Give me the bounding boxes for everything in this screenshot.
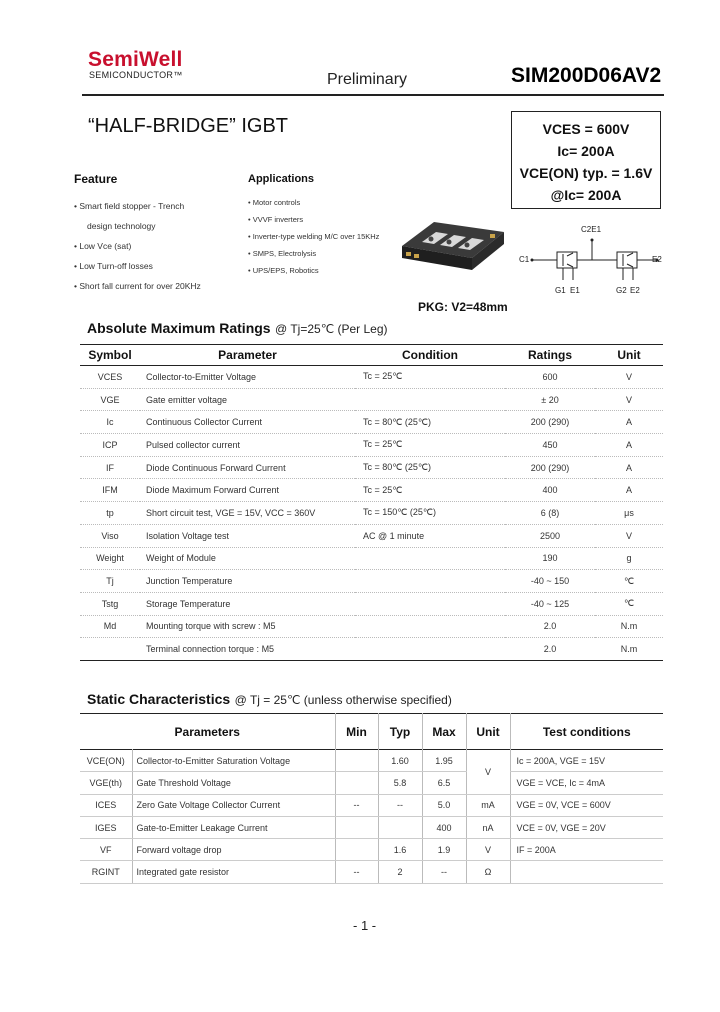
spec-ic: Ic= 200A bbox=[557, 143, 615, 159]
cell-rating: -40 ~ 125 bbox=[530, 598, 570, 609]
cell-parameter: Junction Temperature bbox=[146, 576, 233, 587]
table-header-row bbox=[80, 345, 663, 366]
cell-min bbox=[335, 750, 378, 772]
list-item: • Low Turn-off losses bbox=[74, 261, 153, 271]
cell-symbol bbox=[80, 638, 140, 661]
cell-symbol: Viso bbox=[101, 530, 119, 541]
table-row bbox=[80, 366, 663, 389]
cell-parameter: Gate emitter voltage bbox=[146, 394, 228, 405]
list-item: • Inverter-type welding M/C over 15KHz bbox=[248, 232, 380, 241]
cell-unit: N.m bbox=[620, 644, 638, 655]
cell-condition: Tc = 25℃ bbox=[363, 371, 403, 382]
cell-parameter: Short circuit test, VGE = 15V, VCC = 360V bbox=[146, 507, 316, 518]
cell-rating: 190 bbox=[542, 553, 558, 564]
table-row bbox=[80, 592, 663, 615]
cell-unit: A bbox=[625, 462, 632, 473]
col-header: Min bbox=[335, 714, 378, 750]
static-condition: @ Tj = 25℃ (unless otherwise specified) bbox=[234, 693, 452, 707]
cell-parameter: Forward voltage drop bbox=[132, 839, 335, 861]
cell-rating: ± 20 bbox=[541, 394, 559, 405]
cell-condition bbox=[355, 547, 505, 570]
cell-symbol: Tj bbox=[106, 576, 114, 587]
cell-rating: 2.0 bbox=[543, 644, 557, 655]
table-row bbox=[80, 638, 663, 661]
table-row bbox=[80, 794, 663, 816]
abs-max-title: Absolute Maximum Ratings bbox=[87, 320, 271, 336]
cell-test-condition: Ic = 200A, VGE = 15V bbox=[510, 750, 663, 772]
col-header: Condition bbox=[402, 348, 458, 362]
page-title: “HALF-BRIDGE” IGBT bbox=[88, 115, 289, 137]
col-header: Typ bbox=[378, 714, 422, 750]
cell-typ: 5.8 bbox=[378, 772, 422, 794]
cell-max: 6.5 bbox=[422, 772, 466, 794]
cell-max: -- bbox=[422, 861, 466, 883]
cell-typ: 2 bbox=[378, 861, 422, 883]
label-e2-right: E2 bbox=[652, 255, 662, 264]
cell-symbol: IGES bbox=[80, 816, 132, 838]
cell-rating: 200 (290) bbox=[530, 417, 570, 428]
cell-unit: ℃ bbox=[623, 575, 635, 586]
col-header: Test conditions bbox=[510, 714, 663, 750]
cell-rating: 450 bbox=[542, 439, 558, 450]
cell-rating: -40 ~ 150 bbox=[530, 576, 570, 587]
label-c2e1: C2E1 bbox=[581, 225, 602, 234]
cell-rating: 600 bbox=[542, 371, 558, 382]
static-title: Static Characteristics bbox=[87, 691, 231, 707]
cell-test-condition: VGE = VCE, Ic = 4mA bbox=[510, 772, 663, 794]
list-item: • SMPS, Electrolysis bbox=[248, 249, 317, 258]
cell-rating: 2.0 bbox=[543, 621, 557, 632]
cell-parameter: Diode Maximum Forward Current bbox=[146, 485, 280, 496]
cell-unit: V bbox=[466, 750, 510, 795]
cell-min: -- bbox=[335, 861, 378, 883]
feature-heading: Feature bbox=[74, 172, 118, 186]
label-g1: G1 bbox=[555, 286, 566, 295]
table-row bbox=[80, 839, 663, 861]
cell-test-condition: VCE = 0V, VGE = 20V bbox=[510, 816, 663, 838]
cell-symbol: IFM bbox=[102, 485, 118, 496]
cell-condition: Tc = 150℃ (25℃) bbox=[363, 507, 436, 518]
cell-parameter: Isolation Voltage test bbox=[146, 530, 230, 541]
spec-ic-cond: @Ic= 200A bbox=[550, 187, 622, 203]
cell-unit: N.m bbox=[620, 621, 638, 632]
cell-unit: mA bbox=[466, 794, 510, 816]
cell-condition bbox=[355, 592, 505, 615]
label-e2-bottom: E2 bbox=[630, 286, 640, 295]
cell-parameter: Terminal connection torque : M5 bbox=[146, 644, 275, 655]
cell-symbol: VCES bbox=[97, 371, 123, 382]
package-label: PKG: V2=48mm bbox=[418, 300, 508, 314]
cell-parameter: Collector-to-Emitter Voltage bbox=[146, 371, 257, 382]
cell-parameter: Integrated gate resistor bbox=[132, 861, 335, 883]
cell-rating: 6 (8) bbox=[540, 507, 560, 518]
cell-unit: V bbox=[625, 530, 632, 541]
cell-symbol: IF bbox=[106, 462, 114, 473]
cell-test-condition: VGE = 0V, VCE = 600V bbox=[510, 794, 663, 816]
cell-parameter: Pulsed collector current bbox=[146, 439, 241, 450]
cell-rating: 400 bbox=[542, 485, 558, 496]
abs-max-table bbox=[80, 344, 663, 661]
list-item: design technology bbox=[87, 221, 156, 231]
table-row bbox=[80, 388, 663, 411]
cell-test-condition bbox=[510, 861, 663, 883]
applications-list bbox=[248, 194, 379, 279]
col-header: Unit bbox=[617, 348, 641, 362]
cell-symbol: VGE(th) bbox=[80, 772, 132, 794]
spec-vces: VCES = 600V bbox=[542, 121, 630, 137]
cell-rating: 2500 bbox=[539, 530, 561, 541]
cell-symbol: Weight bbox=[96, 553, 124, 564]
cell-typ: 1.60 bbox=[378, 750, 422, 772]
abs-max-condition: @ Tj=25℃ (Per Leg) bbox=[275, 322, 388, 336]
cell-unit: ℃ bbox=[623, 598, 635, 609]
cell-max: 1.9 bbox=[422, 839, 466, 861]
cell-min: -- bbox=[335, 794, 378, 816]
company-logo-subtitle: SEMICONDUCTOR™ bbox=[89, 70, 183, 80]
cell-unit: g bbox=[626, 553, 632, 564]
list-item: • Smart field stopper - Trench bbox=[74, 201, 185, 211]
cell-unit: nA bbox=[466, 816, 510, 838]
cell-min bbox=[335, 839, 378, 861]
list-item: • Short fall current for over 20KHz bbox=[74, 281, 201, 291]
cell-symbol: ICES bbox=[80, 794, 132, 816]
cell-unit: μs bbox=[624, 507, 634, 518]
cell-rating: 200 (290) bbox=[530, 462, 570, 473]
table-header-row bbox=[80, 714, 663, 750]
cell-condition: Tc = 80℃ (25℃) bbox=[363, 416, 431, 427]
cell-unit: A bbox=[625, 417, 632, 428]
col-header: Parameters bbox=[174, 724, 240, 739]
label-c1: C1 bbox=[519, 255, 530, 264]
table-row bbox=[80, 547, 663, 570]
table-row bbox=[80, 816, 663, 838]
list-item: • Motor controls bbox=[248, 198, 301, 207]
cell-min bbox=[335, 816, 378, 838]
col-header: Symbol bbox=[88, 348, 132, 362]
spec-vce-on: VCE(ON) typ. = 1.6V bbox=[519, 165, 653, 181]
feature-list bbox=[74, 196, 201, 296]
cell-typ: -- bbox=[378, 794, 422, 816]
list-item: • UPS/EPS, Robotics bbox=[248, 266, 319, 275]
cell-symbol: Tstg bbox=[101, 598, 119, 609]
cell-condition: AC @ 1 minute bbox=[363, 530, 425, 541]
cell-parameter: Weight of Module bbox=[146, 553, 216, 564]
cell-typ: 1.6 bbox=[378, 839, 422, 861]
cell-symbol: Ic bbox=[106, 417, 114, 428]
table-row bbox=[80, 434, 663, 457]
cell-parameter: Storage Temperature bbox=[146, 598, 231, 609]
table-row bbox=[80, 502, 663, 525]
table-row bbox=[80, 411, 663, 434]
part-number: SIM200D06AV2 bbox=[511, 64, 662, 87]
cell-condition: Tc = 25℃ bbox=[363, 484, 403, 495]
document-status: Preliminary bbox=[327, 71, 408, 88]
cell-parameter: Gate-to-Emitter Leakage Current bbox=[132, 816, 335, 838]
cell-min bbox=[335, 772, 378, 794]
company-logo: SemiWell bbox=[88, 48, 183, 71]
label-e1: E1 bbox=[570, 286, 580, 295]
cell-parameter: Zero Gate Voltage Collector Current bbox=[132, 794, 335, 816]
applications-heading: Applications bbox=[248, 173, 315, 185]
cell-condition: Tc = 25℃ bbox=[363, 439, 403, 450]
cell-unit: Ω bbox=[466, 861, 510, 883]
cell-symbol: ICP bbox=[102, 439, 118, 450]
cell-condition bbox=[355, 615, 505, 638]
cell-unit: A bbox=[625, 439, 632, 450]
cell-max: 400 bbox=[422, 816, 466, 838]
cell-condition bbox=[355, 388, 505, 411]
cell-symbol: VF bbox=[80, 839, 132, 861]
cell-unit: A bbox=[625, 485, 632, 496]
cell-max: 5.0 bbox=[422, 794, 466, 816]
cell-symbol: VCE(ON) bbox=[80, 750, 132, 772]
list-item: • VVVF inverters bbox=[248, 215, 304, 224]
table-row bbox=[80, 750, 663, 772]
static-characteristics-table bbox=[80, 713, 663, 884]
list-item: • Low Vce (sat) bbox=[74, 241, 132, 251]
cell-condition: Tc = 80℃ (25℃) bbox=[363, 462, 431, 473]
table-row bbox=[80, 524, 663, 547]
abs-max-section-title bbox=[87, 320, 388, 338]
cell-condition bbox=[355, 570, 505, 593]
table-row bbox=[80, 615, 663, 638]
cell-test-condition: IF = 200A bbox=[510, 839, 663, 861]
page-number: - 1 - bbox=[353, 918, 377, 933]
key-specs-box bbox=[511, 111, 661, 209]
col-header: Unit bbox=[466, 714, 510, 750]
cell-parameter: Mounting torque with screw : M5 bbox=[146, 621, 276, 632]
cell-typ bbox=[378, 816, 422, 838]
cell-symbol: Md bbox=[103, 621, 117, 632]
cell-max: 1.95 bbox=[422, 750, 466, 772]
col-header: Parameter bbox=[218, 348, 277, 362]
module-image bbox=[392, 208, 512, 278]
table-row bbox=[80, 861, 663, 883]
cell-symbol: VGE bbox=[100, 394, 120, 405]
cell-parameter: Diode Continuous Forward Current bbox=[146, 462, 286, 473]
table-row bbox=[80, 570, 663, 593]
header-divider bbox=[82, 94, 664, 96]
cell-unit: V bbox=[466, 839, 510, 861]
table-row bbox=[80, 772, 663, 794]
cell-condition bbox=[355, 638, 505, 661]
col-header: Max bbox=[422, 714, 466, 750]
label-g2: G2 bbox=[616, 286, 627, 295]
cell-parameter: Collector-to-Emitter Saturation Voltage bbox=[132, 750, 335, 772]
table-row bbox=[80, 479, 663, 502]
col-header: Ratings bbox=[527, 348, 572, 362]
static-section-title bbox=[87, 691, 452, 709]
cell-unit: V bbox=[625, 371, 632, 382]
cell-unit: V bbox=[625, 394, 632, 405]
cell-parameter: Gate Threshold Voltage bbox=[132, 772, 335, 794]
table-row bbox=[80, 456, 663, 479]
half-bridge-schematic bbox=[517, 218, 667, 300]
cell-parameter: Continuous Collector Current bbox=[146, 417, 263, 428]
cell-symbol: RGINT bbox=[80, 861, 132, 883]
cell-symbol: tp bbox=[106, 507, 114, 518]
